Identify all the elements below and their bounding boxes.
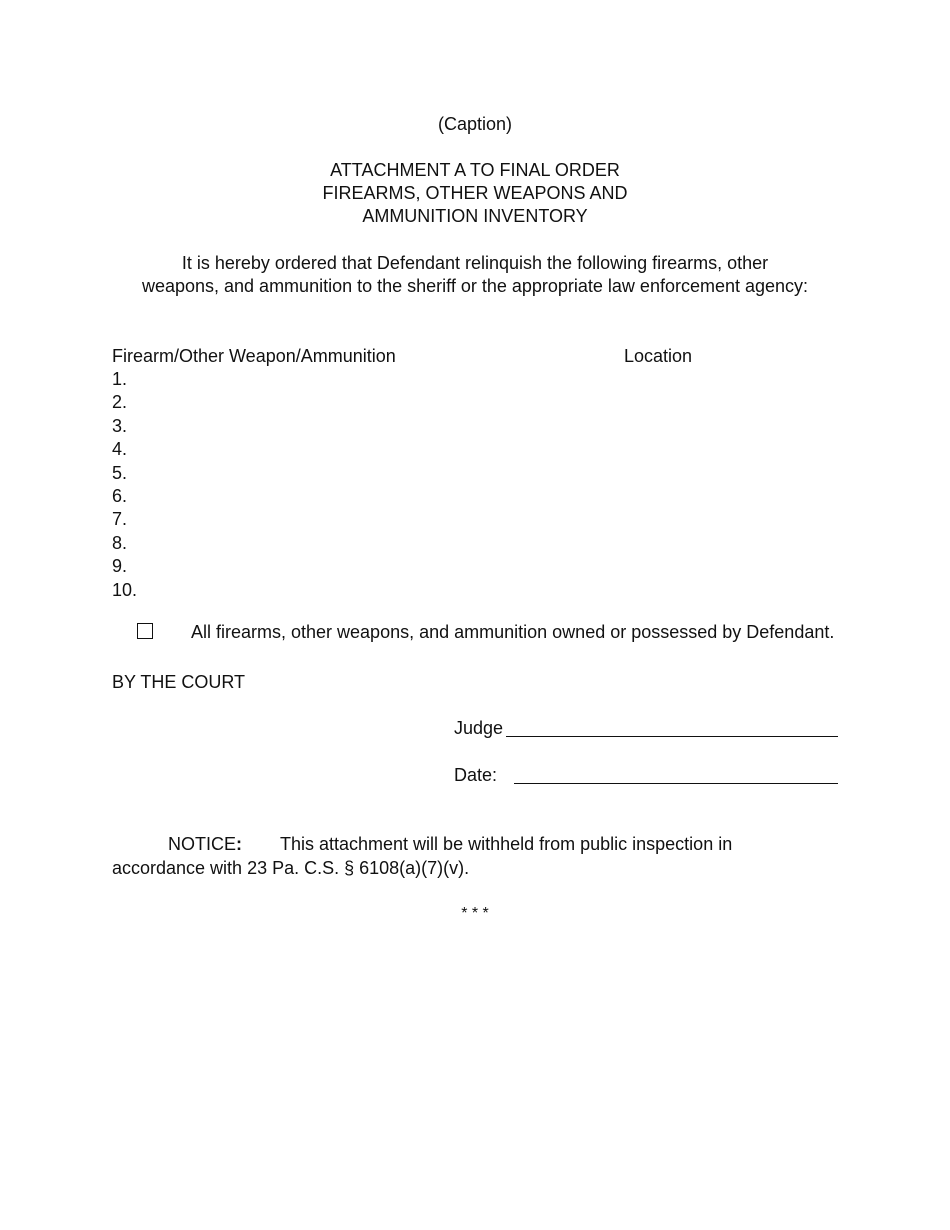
date-signature-line[interactable] xyxy=(514,783,838,784)
inventory-row-6: 6. xyxy=(112,486,128,506)
inventory-row-3: 3. xyxy=(112,415,128,436)
notice-label: NOTICE xyxy=(168,834,237,854)
judge-signature-line[interactable] xyxy=(506,736,838,737)
inventory-row-5: 5. xyxy=(112,462,128,483)
column-header-location: Location xyxy=(624,346,693,366)
order-text-line-2: weapons, and ammunition to the sheriff or the appropriate law enforcement agency: xyxy=(141,276,809,296)
inventory-row-9: 9. xyxy=(112,556,128,577)
title-line-1: ATTACHMENT A TO FINAL ORDER xyxy=(330,160,620,180)
all-firearms-label: All firearms, other weapons, and ammunition owned or possessed by Defendant. xyxy=(191,622,835,642)
inventory-row-7: 7. xyxy=(112,509,128,530)
by-the-court: BY THE COURT xyxy=(112,672,246,692)
separator-asterisks: * * * xyxy=(461,905,489,922)
caption: (Caption) xyxy=(437,114,513,134)
inventory-row-10: 10. xyxy=(112,579,138,600)
notice-heading xyxy=(168,833,242,856)
inventory-row-4: 4. xyxy=(112,439,128,460)
notice-text-line-2: accordance with 23 Pa. C.S. § 6108(a)(7)(v). xyxy=(112,858,470,878)
date-label: Date: xyxy=(454,765,498,785)
inventory-row-2: 2. xyxy=(112,392,128,413)
title-line-2: FIREARMS, OTHER WEAPONS AND xyxy=(322,183,628,203)
order-text-line-1: It is hereby ordered that Defendant relinquish the following firearms, other xyxy=(181,253,769,273)
inventory-row-1: 1. xyxy=(112,369,128,389)
column-header-item: Firearm/Other Weapon/Ammunition xyxy=(112,346,396,366)
title-line-3: AMMUNITION INVENTORY xyxy=(362,206,588,226)
judge-label: Judge xyxy=(454,718,504,738)
all-firearms-checkbox[interactable] xyxy=(137,623,153,639)
notice-colon: : xyxy=(236,834,243,854)
inventory-row-8: 8. xyxy=(112,532,128,553)
notice-text-line-1: This attachment will be withheld from public inspection in xyxy=(280,834,733,854)
